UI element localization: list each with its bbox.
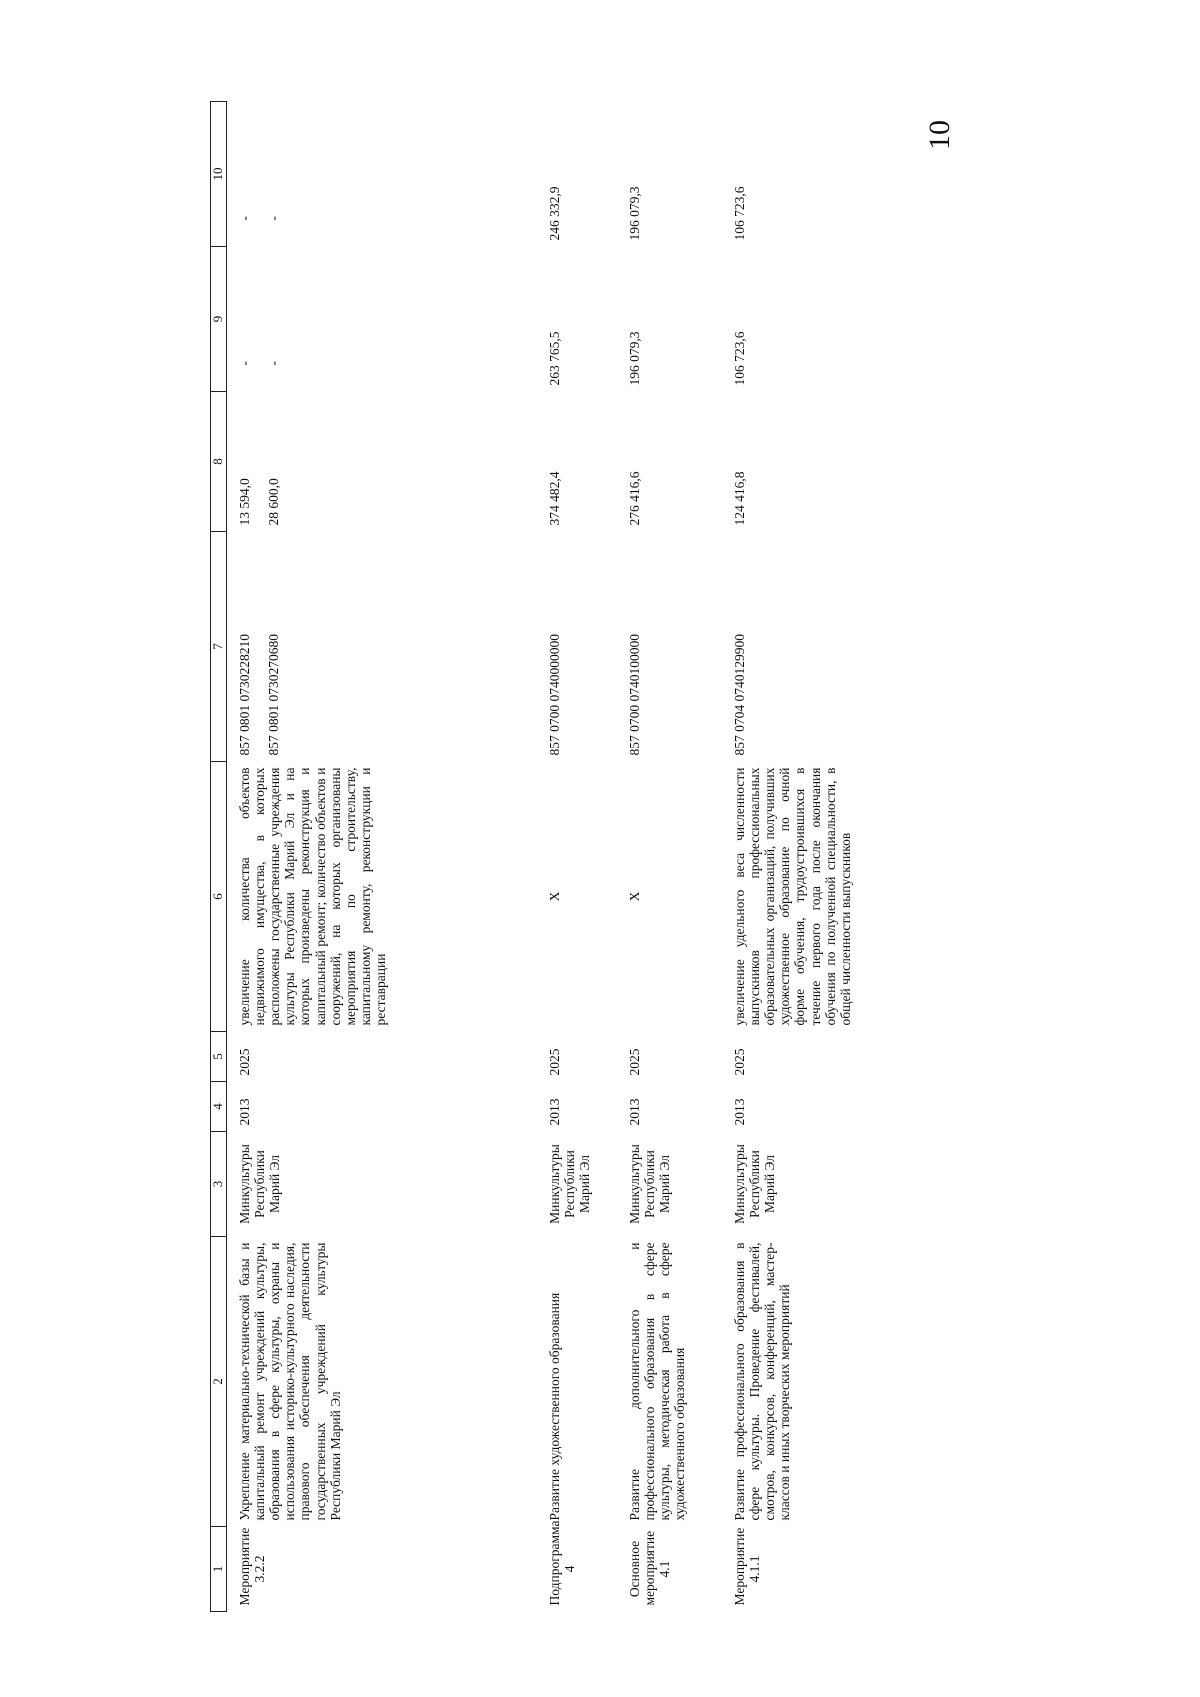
table-row (227, 102, 538, 1612)
header-row (211, 102, 227, 1612)
table-row (722, 102, 962, 1612)
row-code: Мероприятие 4.1.1 (732, 1527, 763, 1606)
row-code: Мероприятие 3.2.2 (237, 1527, 268, 1606)
row-indicator: Х (627, 891, 642, 902)
row-col10 (227, 102, 538, 247)
row-name: Развитие профессионального образования в сфере культуры. Проведение фестивалей, смотров, конкурсов, конференций, мастер-классов и иных творческих мероприятий (732, 1242, 793, 1521)
row-end-year: 2025 (237, 1048, 252, 1076)
amount: - (237, 361, 252, 366)
header-col-2: 2 (211, 1237, 227, 1527)
header-col-3: 3 (211, 1132, 227, 1237)
table-row (537, 102, 617, 1612)
row-start-year: 2013 (732, 1098, 747, 1126)
header-col-4: 4 (211, 1082, 227, 1132)
row-name: Укрепление материально-технической базы и капитальный ремонт учреждений культуры, образования в сфере культуры, охраны и использования историко-культурного наследия, правового обеспечения деятельности государственных учреждений культуры Республики Марий Эл (237, 1242, 343, 1521)
budget-code: 857 0801 0730270680 (266, 634, 282, 756)
row-col8: 124 416,8 (732, 471, 747, 526)
row-start-year: 2013 (627, 1098, 642, 1126)
page-number: 10 (923, 120, 956, 150)
row-budget-code: 857 0700 0740100000 (627, 634, 642, 756)
row-col10: 196 079,3 (627, 186, 642, 241)
table-row (617, 102, 722, 1612)
row-executor: Минкультуры Республики Марий Эл (237, 1144, 283, 1224)
row-executor: Минкультуры Республики Марий Эл (732, 1144, 778, 1224)
amount: - (266, 216, 282, 221)
row-col10: 106 723,6 (732, 186, 747, 241)
row-col9: 106 723,6 (732, 331, 747, 386)
row-budget-code: 857 0704 0740129900 (732, 634, 747, 756)
row-name: Развитие дополнительного и профессионального образования в сфере культуры, методическая работа в сфере художественного образования (627, 1242, 688, 1521)
row-col10: 246 332,9 (547, 186, 562, 241)
row-indicator: Х (547, 891, 562, 902)
header-col-1: 1 (211, 1527, 227, 1612)
row-col8: 374 482,4 (547, 471, 562, 526)
amount: - (237, 216, 252, 221)
row-indicator: увеличение удельного веса численности выпускников профессиональных образовательных организаций, получивших художественное образование по очной форме обучения, трудоустроившихся в течение первого года после окончания обучения по полученной специальности, в общей численности выпускников (732, 767, 853, 1026)
budget-code: 857 0801 0730228210 (237, 634, 252, 756)
header-col-7: 7 (211, 532, 227, 762)
row-end-year: 2025 (547, 1048, 562, 1076)
row-col8 (227, 392, 538, 532)
row-end-year: 2025 (627, 1048, 642, 1076)
row-budget-code: 857 0700 0740000000 (547, 634, 562, 756)
row-indicator: увеличение количества объектов недвижимого имущества, в которых расположены государственные учреждения культуры Республики Марий Эл и на которых произведены реконструкция и капитальный ремонт; количество объектов и сооружений, на которых организованы мероприятия по строительству, капитальному ремонту, реконструкции и реставрации (237, 767, 388, 1026)
row-col8: 276 416,6 (627, 471, 642, 526)
row-budget-codes (227, 532, 538, 762)
header-col-5: 5 (211, 1032, 227, 1082)
row-code: Подпрограмма 4 (547, 1520, 578, 1606)
row-code: Основное мероприятие 4.1 (627, 1530, 673, 1606)
row-end-year: 2025 (732, 1048, 747, 1076)
header-col-10: 10 (211, 102, 227, 247)
row-name: Развитие художественного образования (547, 1292, 562, 1521)
header-col-6: 6 (211, 762, 227, 1032)
row-col9: 196 079,3 (627, 331, 642, 386)
row-executor: Минкультуры Республики Марий Эл (627, 1144, 673, 1224)
header-col-9: 9 (211, 247, 227, 392)
row-col9: 263 765,5 (547, 331, 562, 386)
rotated-table-container (210, 102, 1040, 1612)
header-col-8: 8 (211, 392, 227, 532)
program-table (210, 101, 962, 1612)
row-start-year: 2013 (237, 1098, 252, 1126)
row-col9 (227, 247, 538, 392)
amount: 28 600,0 (266, 478, 282, 526)
amount: 13 594,0 (237, 478, 252, 526)
row-start-year: 2013 (547, 1098, 562, 1126)
row-executor: Минкультуры Республики Марий Эл (547, 1144, 593, 1224)
amount: - (266, 361, 282, 366)
